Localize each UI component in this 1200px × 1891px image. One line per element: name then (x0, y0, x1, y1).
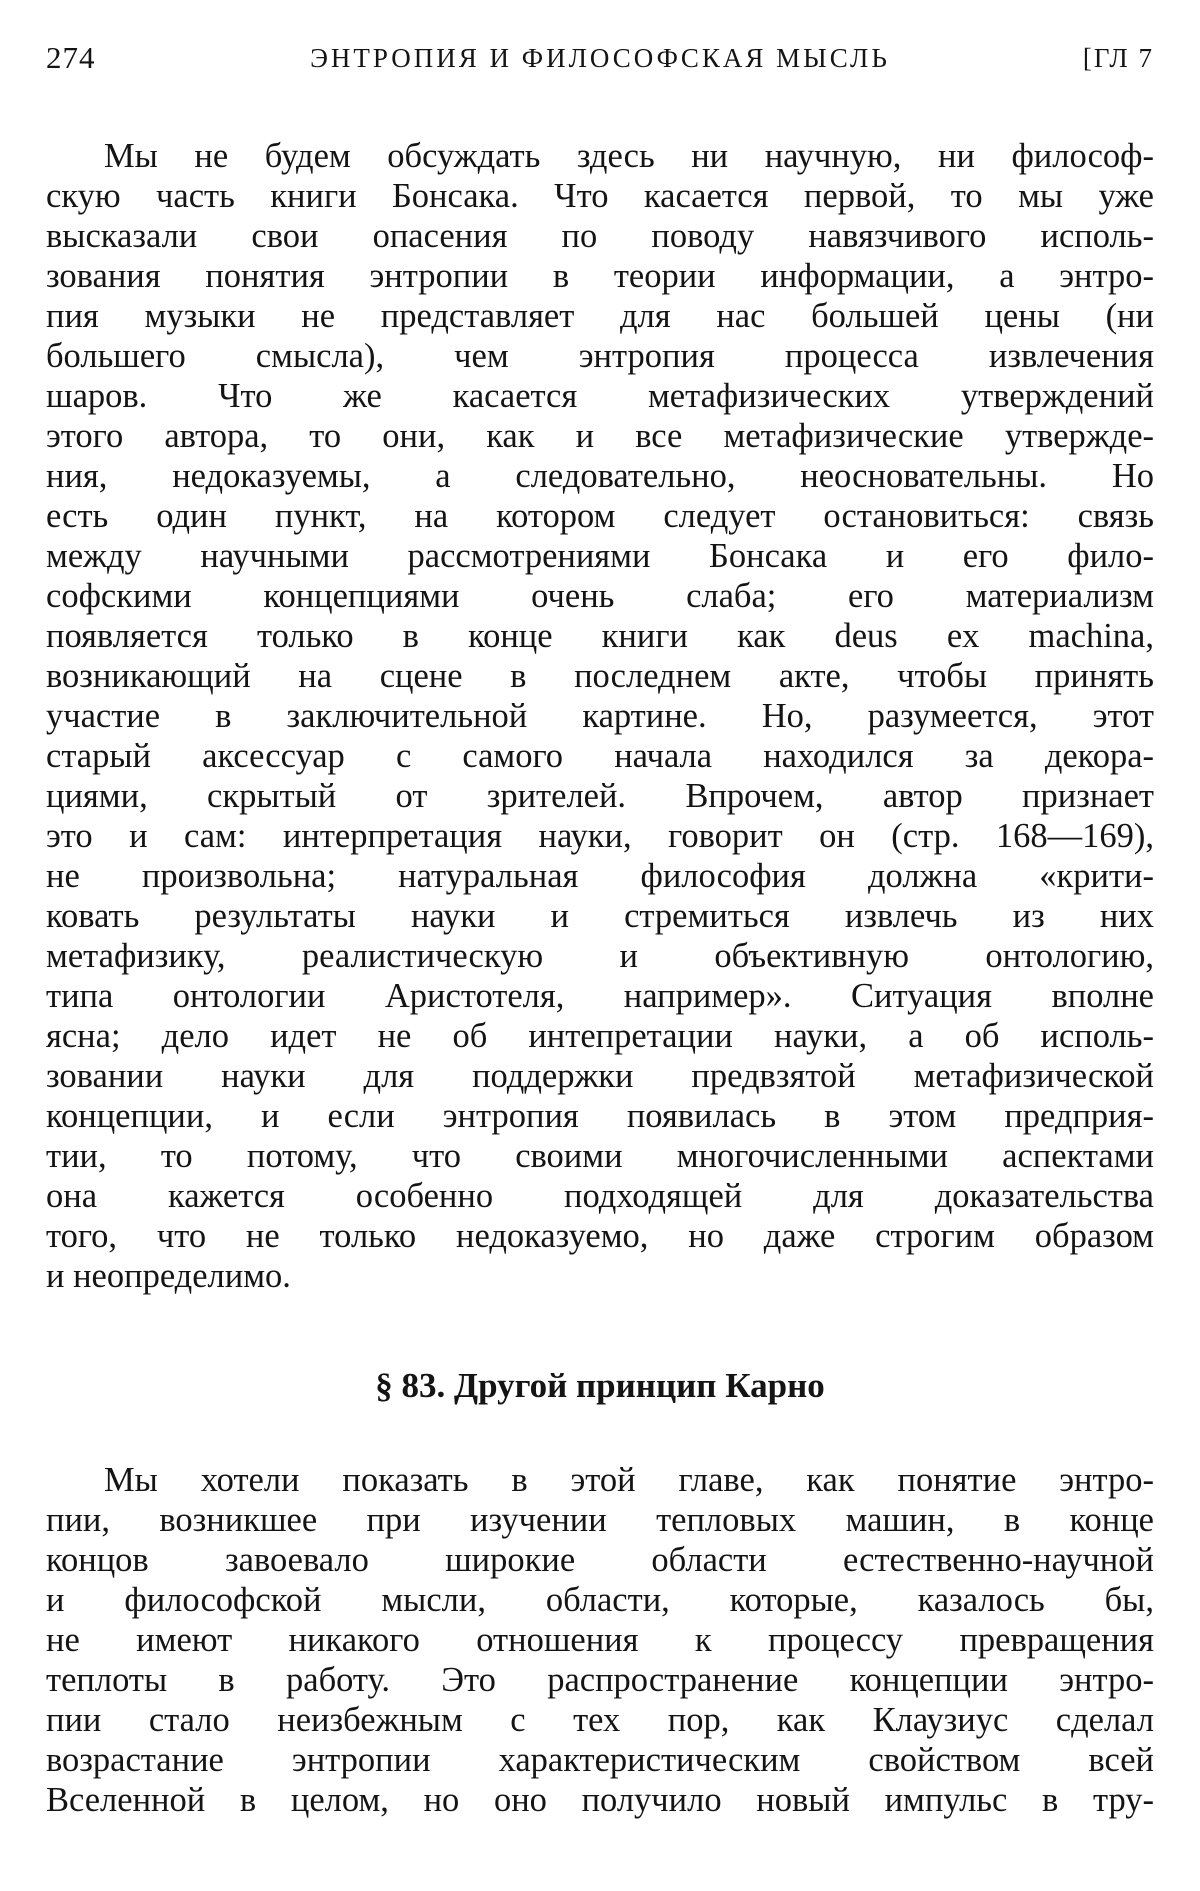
page-number: 274 (46, 40, 96, 75)
text-line: метафизику, реалистическую и объективную онтологию, (46, 937, 1154, 975)
text-line: ния, недоказуемы, а следовательно, неосновательны. Но (46, 457, 1154, 495)
text-line: софскими концепциями очень слаба; его материализм (46, 577, 1154, 615)
text-line: это и сам: интерпретация науки, говорит он (стр. 168—169), (46, 817, 1154, 855)
text-line: и философской мысли, области, которые, казалось бы, (46, 1581, 1154, 1619)
text-line: теплоты в работу. Это распространение концепции энтро- (46, 1661, 1154, 1699)
text-line: и неопределимо. (46, 1257, 291, 1295)
section-heading: § 83. Другой принцип Карно (375, 1366, 825, 1405)
text-line: большего смысла), чем энтропия процесса извлечения (46, 337, 1154, 375)
text-line: зования понятия энтропии в теории информации, а энтро- (46, 257, 1154, 295)
text-line: концепции, и если энтропия появилась в этом предприя- (46, 1097, 1154, 1135)
text-line: циями, скрытый от зрителей. Впрочем, автор признает (46, 777, 1154, 815)
text-line: пия музыки не представляет для нас большей цены (ни (46, 297, 1154, 335)
text-line: между научными рассмотрениями Бонсака и его фило- (46, 537, 1154, 575)
running-head (46, 40, 1154, 76)
chapter-reference: [ГЛ 7 (1082, 43, 1154, 73)
text-line: этого автора, то они, как и все метафизические утвержде- (46, 417, 1154, 455)
text-line: возникающий на сцене в последнем акте, чтобы принять (46, 657, 1154, 695)
text-line: скую часть книги Бонсака. Что касается первой, то мы уже (46, 177, 1154, 215)
text-line: высказали свои опасения по поводу навязчивого исполь- (46, 217, 1154, 255)
text-line: пии стало неизбежным с тех пор, как Клаузиус сделал (46, 1701, 1154, 1739)
text-line: не имеют никакого отношения к процессу превращения (46, 1621, 1154, 1659)
text-line: концов завоевало широкие области естественно-научной (46, 1541, 1154, 1579)
running-title: ЭНТРОПИЯ И ФИЛОСОФСКАЯ МЫСЛЬ (310, 43, 890, 73)
text-line: пии, возникшее при изучении тепловых машин, в конце (46, 1501, 1154, 1539)
text-line: не произвольна; натуральная философия должна «крити- (46, 857, 1154, 895)
text-line: ясна; дело идет не об интепретации науки, а об исполь- (46, 1017, 1154, 1055)
text-line: ковать результаты науки и стремиться извлечь из них (46, 897, 1154, 935)
text-line: зовании науки для поддержки предвзятой метафизической (46, 1057, 1154, 1095)
text-line: тии, то потому, что своими многочисленными аспектами (46, 1137, 1154, 1175)
text-line: Вселенной в целом, но оно получило новый импульс в тру- (46, 1781, 1154, 1819)
text-line: участие в заключительной картине. Но, разумеется, этот (46, 697, 1154, 735)
paragraph-1 (46, 136, 1154, 1296)
paragraph-2 (46, 1460, 1154, 1820)
text-line: возрастание энтропии характеристическим свойством всей (46, 1741, 1154, 1779)
text-line: старый аксессуар с самого начала находился за декора- (46, 737, 1154, 775)
text-line: Мы не будем обсуждать здесь ни научную, ни философ- (104, 137, 1154, 175)
text-line: шаров. Что же касается метафизических утверждений (46, 377, 1154, 415)
text-line: типа онтологии Аристотеля, например». Ситуация вполне (46, 977, 1154, 1015)
text-line: есть один пункт, на котором следует остановиться: связь (46, 497, 1154, 535)
text-line: она кажется особенно подходящей для доказательства (46, 1177, 1154, 1215)
text-line: того, что не только недоказуемо, но даже строгим образом (46, 1217, 1154, 1255)
text-line: появляется только в конце книги как deus ex machina, (46, 617, 1154, 655)
text-line: Мы хотели показать в этой главе, как понятие энтро- (104, 1461, 1154, 1499)
